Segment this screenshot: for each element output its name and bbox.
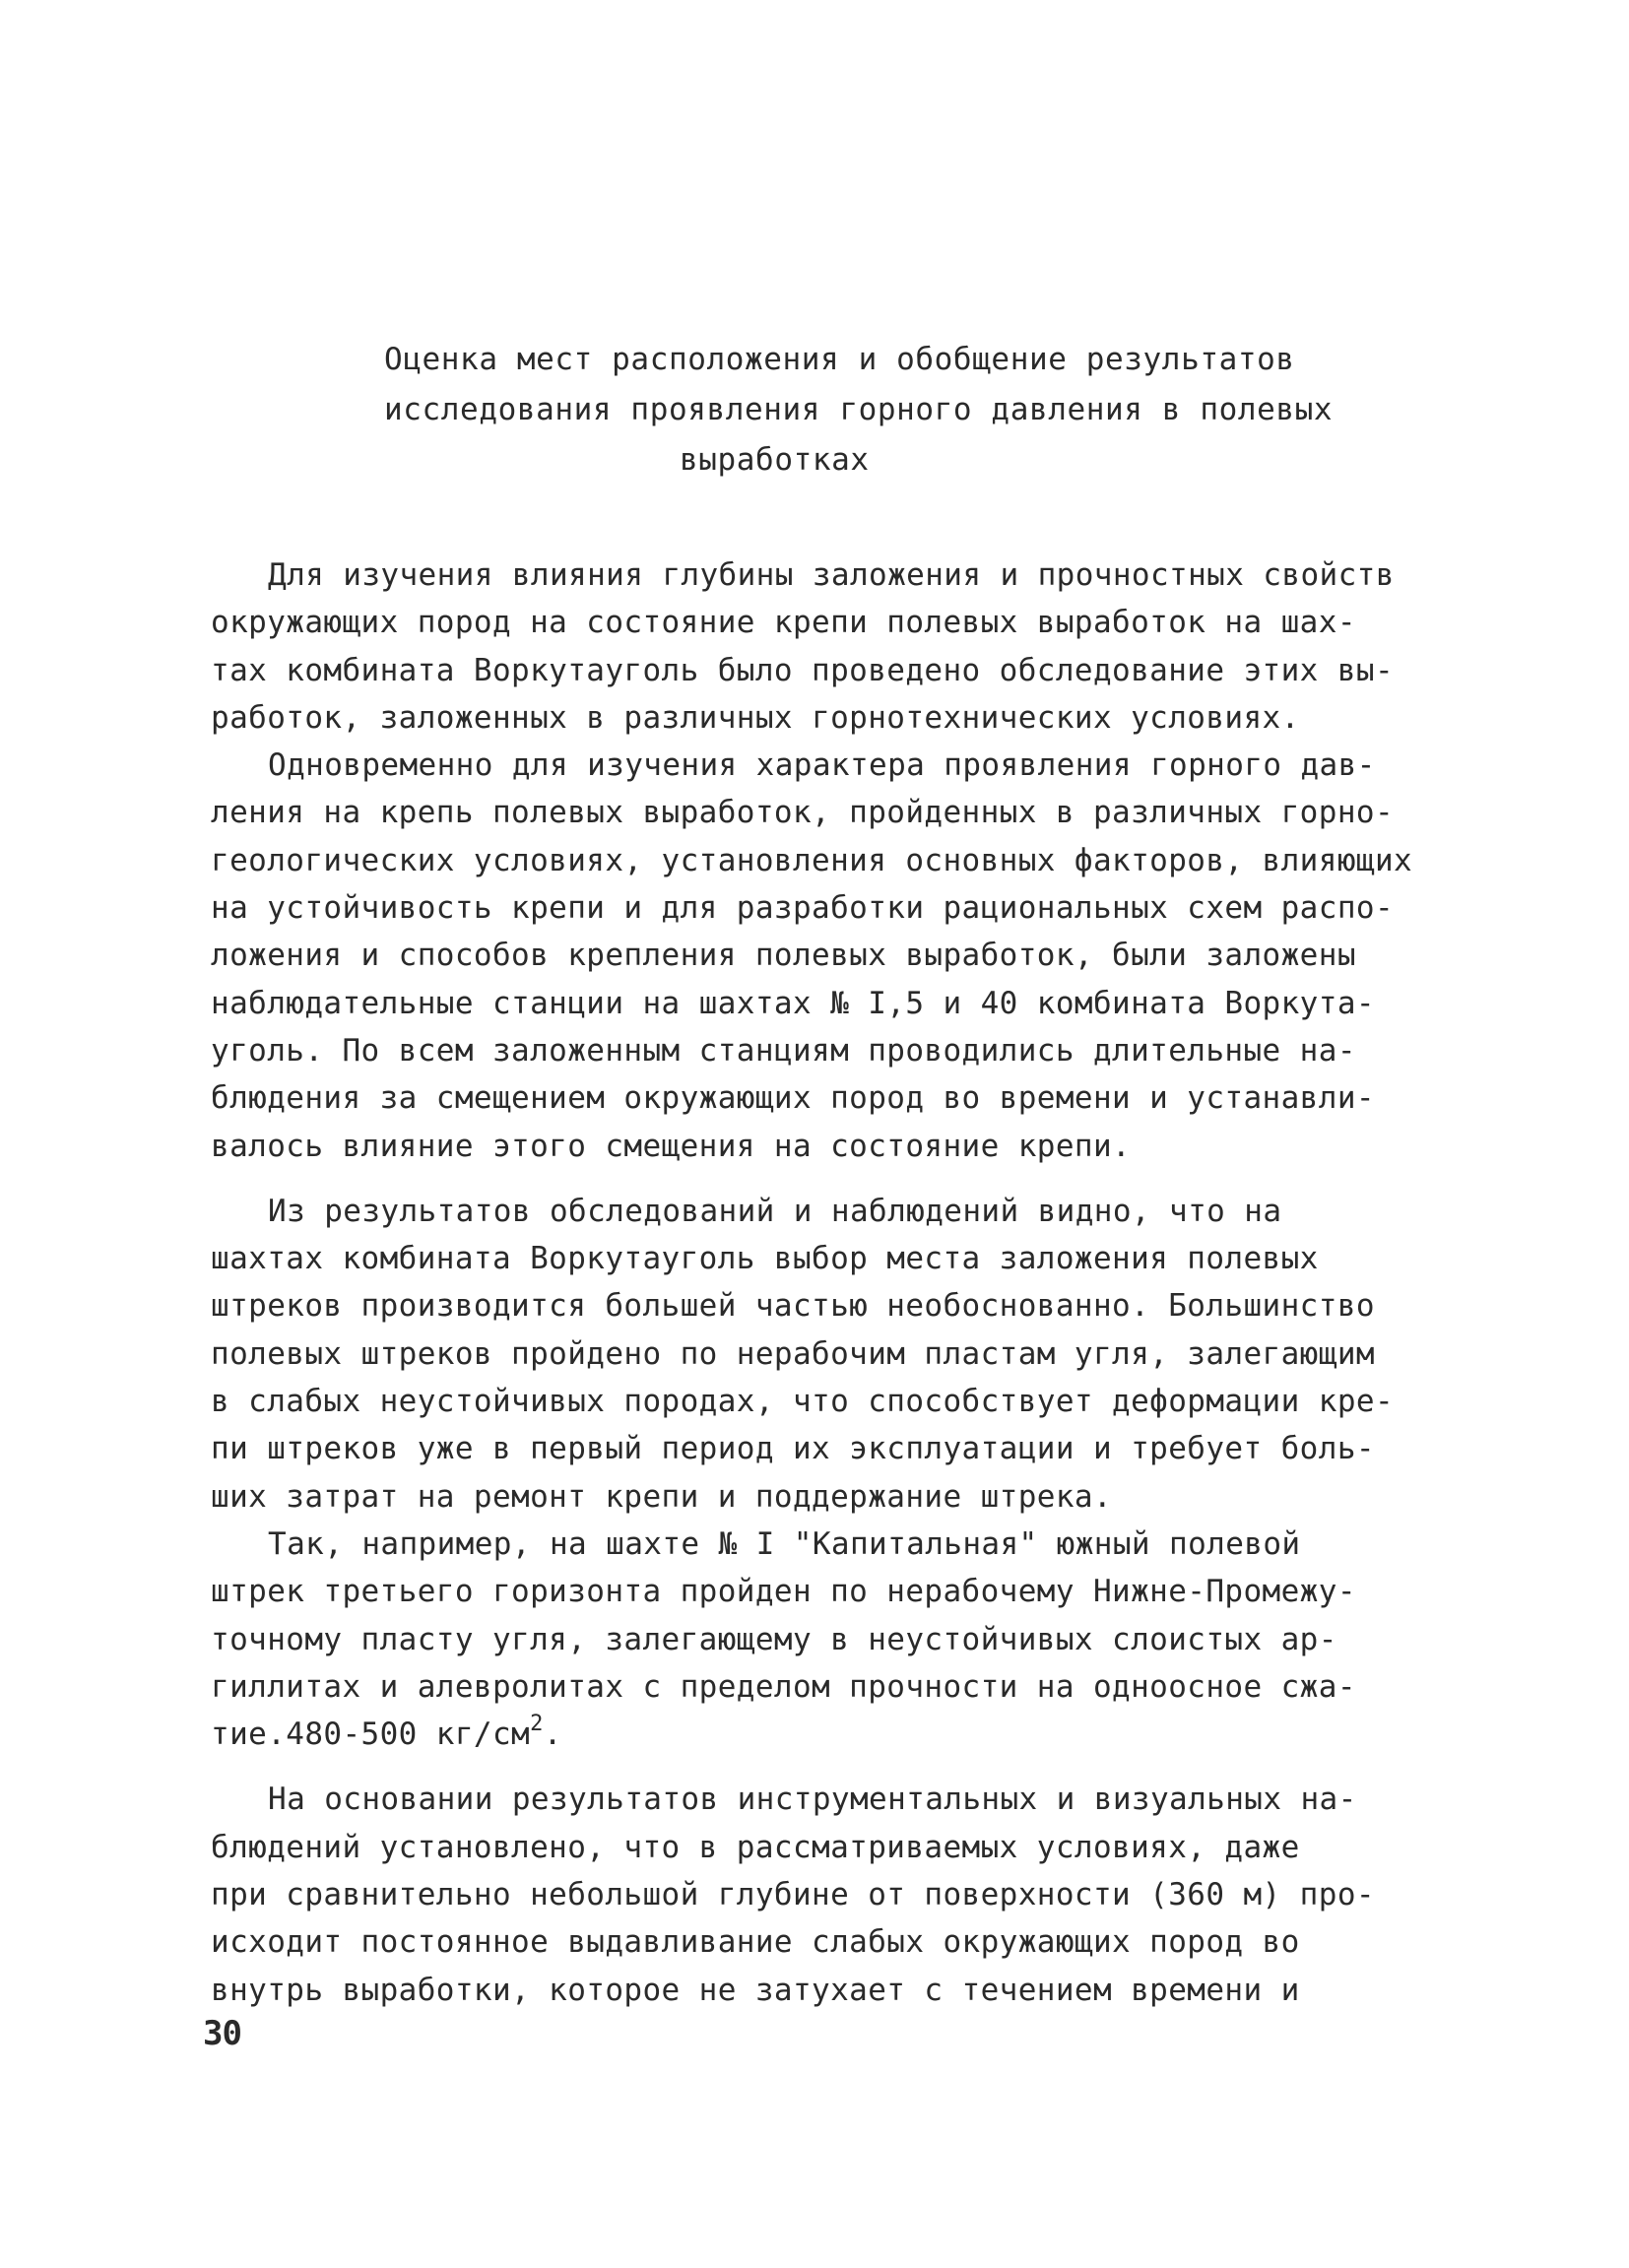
- line-end-punctuation: .: [543, 1717, 562, 1753]
- text-line: уголь. По всем заложенным станциям проводились длительные на-: [211, 1032, 1356, 1069]
- text-line: Из результатов обследований и наблюдений видно, что на: [268, 1193, 1282, 1229]
- paragraph-4: [211, 1521, 1462, 1758]
- text-line: Для изучения влияния глубины заложения и прочностных свойств: [268, 557, 1395, 593]
- formula-text: тие.480-500 кг/см: [211, 1717, 531, 1753]
- paragraph-2: [211, 742, 1462, 1170]
- title-line-2: исследования проявления горного давления в полевых: [384, 392, 1334, 427]
- text-line: окружающих пород на состояние крепи полевых выработок на шах-: [211, 605, 1356, 641]
- text-line: шахтах комбината Воркутауголь выбор места заложения полевых: [211, 1241, 1319, 1277]
- section-title: [315, 335, 1359, 486]
- text-line: блюдений установлено, что в рассматриваемых условиях, даже: [211, 1829, 1300, 1865]
- text-line: полевых штреков пройдено по нерабочим пластам угля, залегающим: [211, 1335, 1375, 1372]
- text-line: на устойчивость крепи и для разработки рациональных схем распо-: [211, 890, 1395, 927]
- text-line: На основании результатов инструментальных и визуальных на-: [268, 1782, 1357, 1818]
- text-line: пи штреков уже в первый период их эксплуатации и требует боль-: [211, 1431, 1375, 1467]
- text-line: в слабых неустойчивых породах, что способствует деформации кре-: [211, 1384, 1395, 1420]
- text-line: внутрь выработки, которое не затухает с течением времени и: [211, 1972, 1300, 2008]
- paragraph-1: [211, 551, 1462, 742]
- text-line: Так, например, на шахте № I "Капитальная" южный полевой: [268, 1525, 1301, 1562]
- text-line: блюдения за смещением окружающих пород во времени и устанавли-: [211, 1080, 1375, 1117]
- text-line: [211, 1711, 1462, 1758]
- paragraph-5: [211, 1776, 1462, 2013]
- superscript-exponent: 2: [530, 1712, 544, 1737]
- text-line: работок, заложенных в различных горнотехнических условиях.: [211, 699, 1300, 736]
- text-line: тах комбината Воркутауголь было проведено обследование этих вы-: [211, 652, 1395, 688]
- text-line: наблюдательные станции на шахтах № I,5 и 40 комбината Воркута-: [211, 985, 1375, 1021]
- body-text: [211, 551, 1462, 2014]
- text-line: точному пласту угля, залегающему в неустойчивых слоистых ар-: [211, 1621, 1337, 1657]
- text-line: ложения и способов крепления полевых выработок, были заложены: [211, 938, 1356, 974]
- paragraph-3: [211, 1188, 1462, 1521]
- text-line: ления на крепь полевых выработок, пройденных в различных горно-: [211, 795, 1395, 831]
- text-line: при сравнительно небольшой глубине от поверхности (360 м) про-: [211, 1877, 1375, 1913]
- title-line-1: Оценка мест расположения и обобщение результатов: [384, 342, 1295, 377]
- text-line: штреков производится большей частью необоснованно. Большинство: [211, 1288, 1375, 1325]
- text-line: штрек третьего горизонта пройден по нерабочему Нижне-Промежу-: [211, 1574, 1356, 1610]
- text-line: гиллитах и алевролитах с пределом прочности на одноосное сжа-: [211, 1668, 1356, 1705]
- text-line: геологических условиях, установления основных факторов, влияющих: [211, 842, 1413, 878]
- title-line-3: выработках: [680, 442, 870, 478]
- text-line: валось влияние этого смещения на состояние крепи.: [211, 1128, 1132, 1164]
- page-number: 30: [203, 2014, 241, 2053]
- text-line: исходит постоянное выдавливание слабых окружающих пород во: [211, 1924, 1300, 1961]
- text-line: Одновременно для изучения характера проявления горного дав-: [268, 747, 1376, 784]
- text-line: ших затрат на ремонт крепи и поддержание штрека.: [211, 1478, 1113, 1515]
